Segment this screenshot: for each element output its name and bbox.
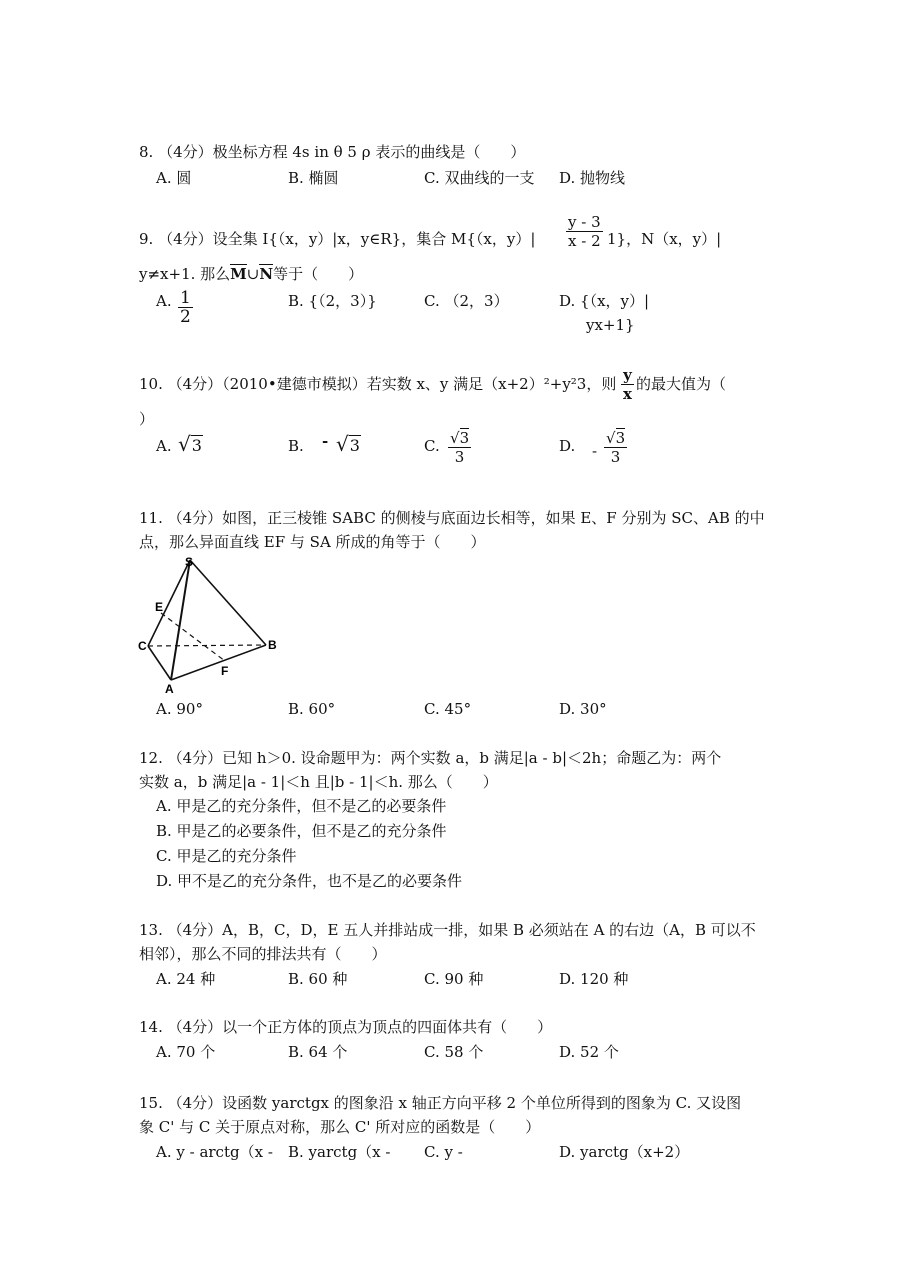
q12-option-c: C. 甲是乙的充分条件	[156, 847, 297, 865]
q9-fraction-numerator: y - 3	[568, 213, 601, 231]
q10-option-d-denominator: 3	[610, 448, 621, 466]
q13-stem-line1: 13. （4分）A，B，C，D，E 五人并排站成一排，如果 B 必须站在 A 的右边（A，B 可以不	[139, 921, 756, 939]
q13-stem-line2: 相邻），那么不同的排法共有（ ）	[139, 945, 387, 963]
q13-option-d: D. 120 种	[559, 970, 629, 988]
q9-line2-text-b: 等于（ ）	[273, 265, 364, 283]
q9-stem-line2	[139, 265, 363, 283]
q13-option-b: B. 60 种	[288, 970, 348, 988]
q8-option-a: A. 圆	[156, 169, 192, 187]
q12-option-d: D. 甲不是乙的充分条件，也不是乙的必要条件	[156, 872, 463, 890]
edge-cb-hidden	[148, 645, 266, 646]
q10-option-c-numerator: √3	[450, 429, 470, 447]
q15-option-a: A. y - arctg（x -	[156, 1143, 273, 1161]
q9-option-a-numerator: 1	[180, 288, 191, 308]
q11-option-a: A. 90°	[156, 700, 203, 718]
q11-option-d: D. 30°	[559, 700, 607, 718]
q9-union-symbol: ∪	[246, 265, 260, 283]
sqrt-radical: √	[336, 432, 349, 456]
q11-stem-line1: 11. （4分）如图，正三棱锥 SABC 的侧棱与底面边长相等，如果 E、F 分别为 SC、AB 的中	[139, 509, 765, 527]
q9-option-c: C. （2，3）	[424, 292, 509, 310]
q10-option-a-value	[178, 432, 203, 456]
q10-option-a-radicand: 3	[191, 436, 202, 455]
q15-stem-line1: 15. （4分）设函数 yarctgx 的图象沿 x 轴正方向平移 2 个单位所得到的图象为 C. 又设图	[139, 1094, 742, 1112]
q15-option-c: C. y -	[424, 1143, 463, 1161]
q9-complement-n: N	[259, 265, 274, 283]
q15-stem-line2: 象 C' 与 C 关于原点对称，那么 C' 所对应的函数是（ ）	[139, 1118, 541, 1136]
q11-option-c: C. 45°	[424, 700, 472, 718]
q10-option-d-numerator: √3	[606, 429, 626, 447]
q10-option-d-sign: -	[592, 442, 598, 460]
label-e: E	[155, 600, 164, 614]
q12-stem-line2: 实数 a，b 满足|a - 1|＜h 且|b - 1|＜h. 那么（ ）	[139, 773, 498, 791]
q10-option-c-label: C.	[424, 437, 440, 455]
q9-stem-part1: 9. （4分）设全集 I{（x，y）|x，y∈R}，集合 M{（x，y）|	[139, 230, 536, 248]
q15-option-b: B. yarctg（x -	[288, 1143, 391, 1161]
label-s: S	[185, 555, 194, 569]
q13-option-c: C. 90 种	[424, 970, 484, 988]
q9-option-a-label: A.	[156, 292, 172, 310]
q9-option-a-denominator: 2	[180, 307, 191, 327]
q10-option-d-label: D.	[559, 437, 576, 455]
q15-option-d: D. yarctg（x+2）	[559, 1143, 690, 1161]
q12-option-a: A. 甲是乙的充分条件，但不是乙的必要条件	[156, 797, 447, 815]
q10-option-b-sign: -	[322, 432, 329, 450]
q11-option-b: B. 60°	[288, 700, 336, 718]
q10-stem-line2: ）	[139, 410, 155, 428]
edge-sb	[190, 560, 266, 645]
q11-pyramid-figure	[135, 555, 285, 695]
q14-option-b: B. 64 个	[288, 1043, 348, 1061]
q10-option-b-value	[336, 432, 361, 456]
q13-option-a: A. 24 种	[156, 970, 216, 988]
label-f: F	[221, 664, 229, 678]
q14-option-a: A. 70 个	[156, 1043, 216, 1061]
q9-option-a-fraction	[178, 290, 193, 325]
q14-option-d: D. 52 个	[559, 1043, 619, 1061]
q8-stem: 8. （4分）极坐标方程 4s in θ 5 ρ 表示的曲线是（ ）	[139, 143, 526, 161]
q9-complement-m: M	[230, 265, 247, 283]
edge-ab	[171, 645, 266, 680]
q10-fraction-numerator: y	[623, 366, 632, 384]
q8-option-c: C. 双曲线的一支	[424, 169, 535, 187]
edge-ca	[148, 646, 171, 680]
q10-option-c-fraction	[448, 430, 471, 465]
q8-option-b: B. 椭圆	[288, 169, 339, 187]
q14-stem: 14. （4分）以一个正方体的顶点为顶点的四面体共有（ ）	[139, 1018, 553, 1036]
label-a: A	[165, 682, 174, 695]
q9-set-fraction	[566, 214, 603, 249]
q10-fraction-denominator: x	[623, 385, 632, 403]
q10-option-b-radicand: 3	[349, 436, 360, 455]
q9-option-d-line2: yx+1}	[586, 316, 635, 334]
q8-option-d: D. 抛物线	[559, 169, 626, 187]
q9-option-d-line1: D. {（x，y）|	[559, 292, 650, 310]
q10-option-c-denominator: 3	[454, 448, 465, 466]
q9-line2-text-a: y≠x+1. 那么	[139, 265, 231, 283]
q10-stem-part2: 的最大值为（	[636, 375, 727, 393]
q9-stem-part2: 1}，N（x，y）|	[607, 230, 722, 248]
q9-fraction-denominator: x - 2	[568, 232, 601, 250]
segment-ef	[161, 613, 225, 661]
q10-option-a-label: A.	[156, 437, 172, 455]
q12-option-b: B. 甲是乙的必要条件，但不是乙的充分条件	[156, 822, 447, 840]
q10-stem-part1: 10. （4分）（2010•建德市模拟）若实数 x、y 满足（x+2）²+y²3，则	[139, 375, 617, 393]
q10-option-d-fraction	[604, 430, 627, 465]
label-b: B	[268, 638, 277, 652]
q14-option-c: C. 58 个	[424, 1043, 484, 1061]
q10-fraction-y-over-x	[621, 367, 634, 402]
q9-option-b: B. {（2，3）}	[288, 292, 377, 310]
q11-stem-line2: 点，那么异面直线 EF 与 SA 所成的角等于（ ）	[139, 533, 486, 551]
q10-option-b-label: B.	[288, 437, 304, 455]
q12-stem-line1: 12. （4分）已知 h＞0. 设命题甲为：两个实数 a，b 满足|a - b|＜2h；命题乙为：两个	[139, 749, 722, 767]
label-c: C	[138, 639, 147, 653]
sqrt-radical: √	[178, 432, 191, 456]
